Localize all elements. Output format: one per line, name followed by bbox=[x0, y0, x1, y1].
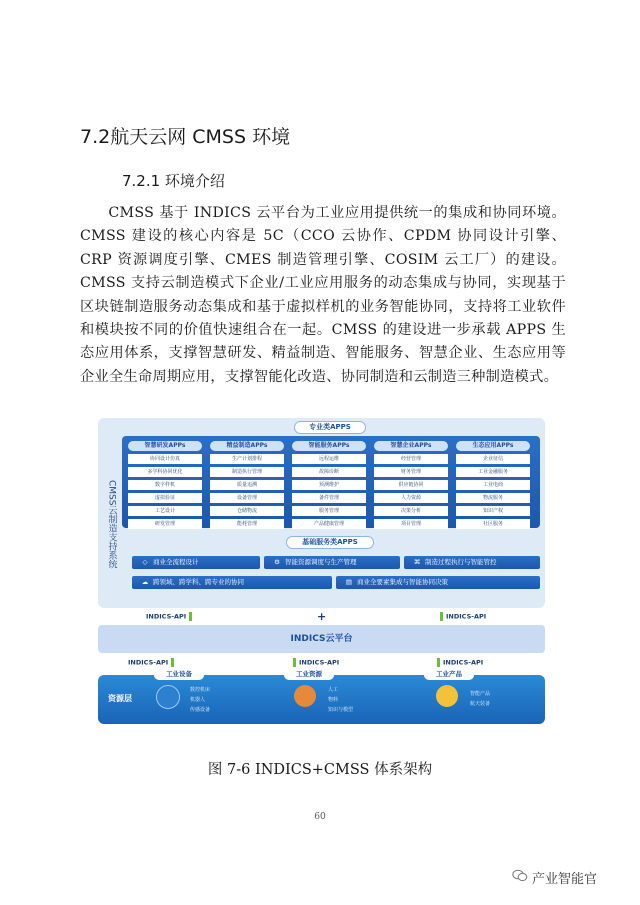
resource-item: 人工 bbox=[328, 687, 339, 693]
pro-apps-label: 专业类APPS bbox=[294, 421, 366, 434]
app-cell: 人力资源 bbox=[374, 493, 448, 503]
resource-tab: 工业产品 bbox=[424, 669, 474, 680]
pro-apps-area bbox=[122, 436, 540, 528]
api-label: INDICS-API bbox=[290, 658, 339, 667]
app-column bbox=[128, 441, 202, 532]
api-label: INDICS-API bbox=[128, 658, 177, 667]
app-cell: 生产计划排程 bbox=[210, 454, 284, 464]
service-bar bbox=[264, 556, 400, 569]
resource-item: 航天装备 bbox=[470, 701, 491, 707]
app-cell: 能耗管理 bbox=[210, 519, 284, 529]
chart-icon: ▤ bbox=[345, 578, 353, 586]
service-bar bbox=[336, 576, 540, 589]
api-row bbox=[98, 611, 545, 625]
app-column bbox=[210, 441, 284, 532]
subsection-title: 7.2.1 环境介绍 bbox=[122, 172, 225, 190]
api-label: INDICS-API bbox=[434, 658, 483, 667]
app-cell: 备件管理 bbox=[292, 493, 366, 503]
body-paragraph: CMSS 基于 INDICS 云平台为工业应用提供统一的集成和协同环境。CMSS 建设的核心内容是 5C（CCO 云协作、CPDM 协同设计引擎、CRP 资源调度引擎、CMES 制造管理引擎、COSIM 云工厂）的建设。CMSS 支持云制造模式下企业/工业应用服务的动态集成与协同，实现基于区块链制造服务动态集成和基于虚拟样机的业务智能协同，支持将工业软件和模块按不同的价值快速组合在一起。CMSS 的建设进一步承载 APPS 生态应用体系，支撑智慧研发、精益制造、智能服务、智慧企业、生态应用等企业全生命周期应用，支撑智能化改造、协同制造和云制造三种制造模式。 bbox=[80, 205, 566, 385]
service-bar bbox=[404, 556, 540, 569]
app-column bbox=[456, 441, 530, 532]
app-cell: 社区服务 bbox=[456, 519, 530, 529]
app-cell: 项目管理 bbox=[374, 519, 448, 529]
app-cell: 故障诊断 bbox=[292, 467, 366, 477]
resource-item: 智能产品 bbox=[470, 691, 491, 697]
api-label: INDICS-API bbox=[146, 612, 195, 621]
arrow-icon bbox=[189, 612, 192, 621]
app-column-head: 智能服务APPs bbox=[292, 441, 366, 451]
service-label: 智能资源调度与生产管理 bbox=[285, 558, 357, 566]
resource-item: 物料 bbox=[328, 697, 339, 703]
service-bar bbox=[132, 576, 332, 589]
app-cell: 制造执行管理 bbox=[210, 467, 284, 477]
architecture-diagram bbox=[98, 418, 545, 724]
resource-item-list bbox=[328, 685, 353, 715]
arrow-icon bbox=[171, 658, 174, 667]
resource-layer bbox=[98, 670, 545, 724]
app-cell: 知识产权 bbox=[456, 506, 530, 516]
app-column bbox=[292, 441, 366, 532]
app-cell: 设备管理 bbox=[210, 493, 284, 503]
app-cell: 工业电商 bbox=[456, 480, 530, 490]
resource-item: 机器人 bbox=[190, 697, 206, 703]
app-cell: 供应链协同 bbox=[374, 480, 448, 490]
app-cell: 经营管理 bbox=[374, 454, 448, 464]
app-cell: 服务管理 bbox=[292, 506, 366, 516]
watermark: 产业智能官 bbox=[532, 872, 598, 887]
service-label: 制造过程执行与智能管控 bbox=[425, 558, 497, 566]
app-cell: 仓储物流 bbox=[210, 506, 284, 516]
app-column-head: 智慧研发APPs bbox=[128, 441, 202, 451]
arrow-icon bbox=[293, 658, 296, 667]
app-column-head: 精益制造APPs bbox=[210, 441, 284, 451]
arrow-icon bbox=[437, 658, 440, 667]
app-column-head: 生态应用APPs bbox=[456, 441, 530, 451]
control-icon: ⌘ bbox=[413, 558, 421, 566]
app-column-head: 智慧企业APPs bbox=[374, 441, 448, 451]
app-cell: 财务管理 bbox=[374, 467, 448, 477]
cloud-icon: ☁ bbox=[141, 578, 149, 586]
cube-icon: ◇ bbox=[142, 558, 148, 566]
resource-icon bbox=[294, 685, 316, 707]
resource-item-list bbox=[470, 689, 490, 709]
resource-item: 数控机床 bbox=[190, 687, 211, 693]
basic-apps-label: 基础服务类APPS bbox=[286, 536, 374, 549]
app-cell: 预测维护 bbox=[292, 480, 366, 490]
gear-icon: ⚙ bbox=[274, 558, 280, 566]
app-cell: 多学科协同优化 bbox=[128, 467, 202, 477]
app-cell: 工业金融服务 bbox=[456, 467, 530, 477]
resource-item: 知识与模型 bbox=[328, 707, 354, 713]
arrow-icon bbox=[440, 612, 443, 621]
service-label: 商业全要素集成与智能协同决策 bbox=[357, 578, 448, 586]
resource-tab: 工业设备 bbox=[154, 669, 204, 680]
app-cell: 质量追溯 bbox=[210, 480, 284, 490]
indics-platform: INDICS云平台 bbox=[98, 625, 545, 653]
figure-caption: 图 7-6 INDICS+CMSS 体系架构 bbox=[207, 762, 433, 778]
equipment-icon bbox=[156, 685, 180, 709]
app-cell: 协同设计仿真 bbox=[128, 454, 202, 464]
app-cell: 虚拟验证 bbox=[128, 493, 202, 503]
cmss-panel bbox=[98, 418, 545, 608]
api-label: INDICS-API bbox=[437, 612, 486, 621]
resource-tab: 工业资源 bbox=[284, 669, 334, 680]
service-bar bbox=[132, 556, 260, 569]
service-label: 跨领域、跨学科、跨专业的协同 bbox=[153, 578, 244, 586]
resource-layer-label: 资源层 bbox=[108, 694, 132, 703]
app-cell: 远程运维 bbox=[292, 454, 366, 464]
wechat-icon bbox=[512, 869, 528, 882]
product-icon bbox=[436, 685, 458, 707]
app-cell: 企业征信 bbox=[456, 454, 530, 464]
plus-sign: + bbox=[317, 610, 327, 623]
cmss-side-label: CMSS云制造支持系统 bbox=[106, 479, 117, 569]
page-number: 60 bbox=[314, 812, 326, 822]
app-column bbox=[374, 441, 448, 532]
service-label: 商业全流程设计 bbox=[153, 558, 199, 566]
resource-item-list bbox=[190, 685, 210, 715]
app-cell: 决策分析 bbox=[374, 506, 448, 516]
app-cell: 物流服务 bbox=[456, 493, 530, 503]
section-title: 7.2航天云网 CMSS 环境 bbox=[80, 126, 291, 148]
app-cell: 产品健康管理 bbox=[292, 519, 366, 529]
app-cell: 工艺设计 bbox=[128, 506, 202, 516]
app-cell: 研发管理 bbox=[128, 519, 202, 529]
app-cell: 数字样机 bbox=[128, 480, 202, 490]
resource-item: 传感设备 bbox=[190, 707, 211, 713]
